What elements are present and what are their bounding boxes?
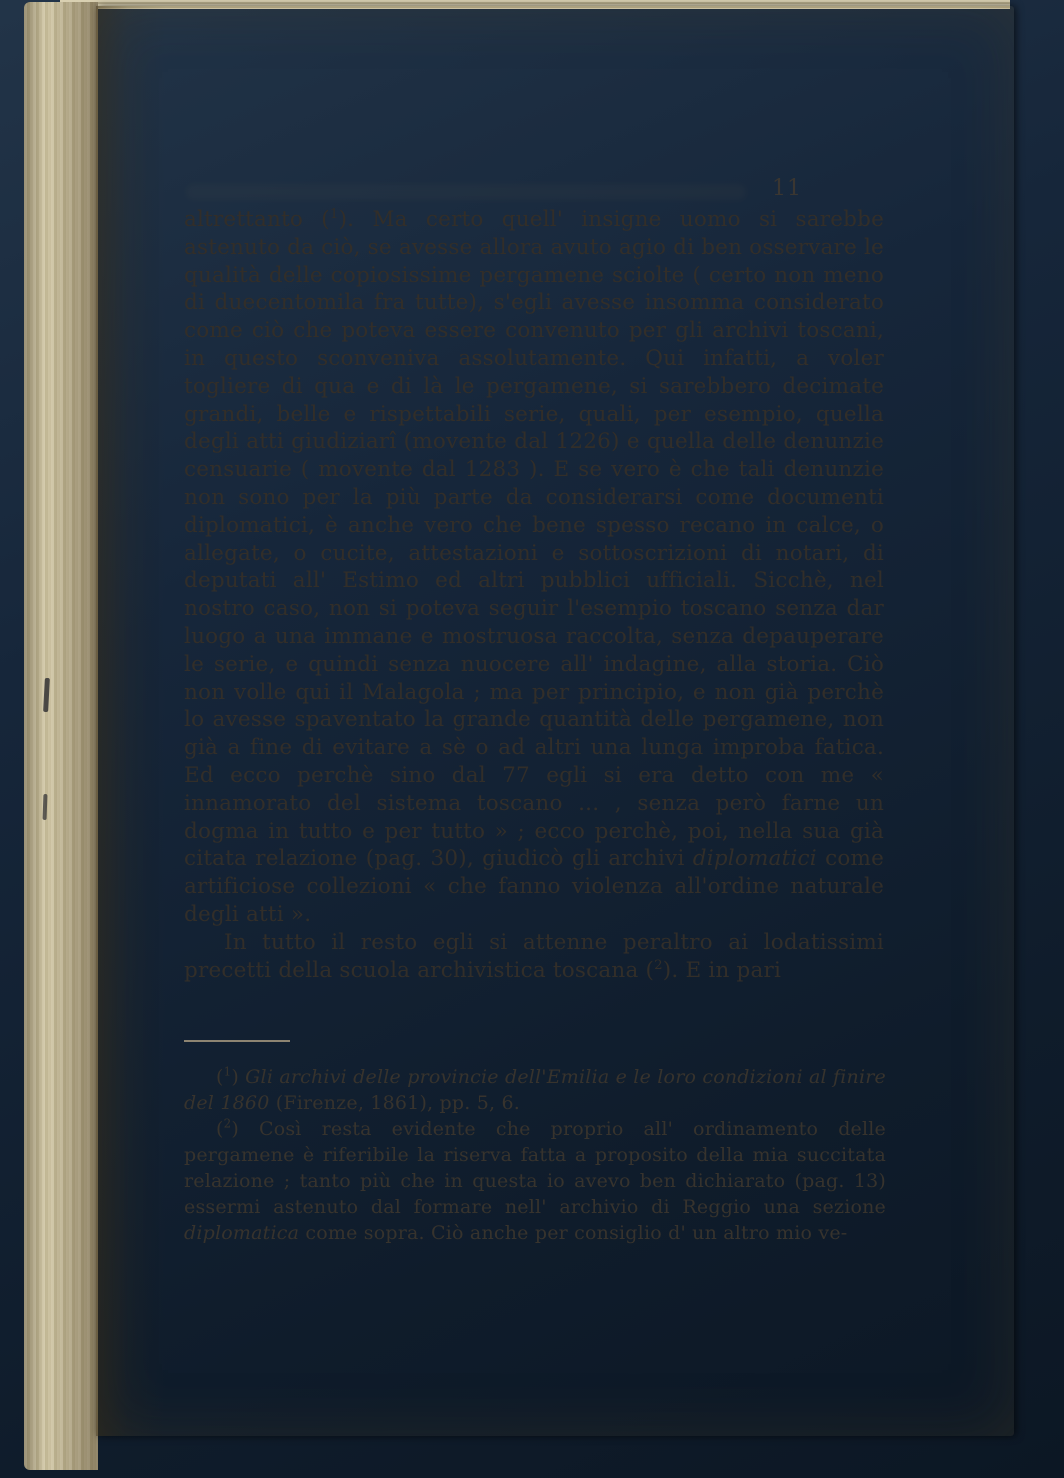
paragraph (184, 1116, 886, 1246)
text-segment: ) Così resta evidente che proprio all' ordinamento delle pergamene è riferibile la riserva fatta a proposito della mia succitata relazione ; tanto più che in questa io avevo ben dichiarato (pag. 13) essermi astenuto dal formare nell' archivio di Reggio una sezione (184, 1118, 886, 1218)
text-segment: ). Ma certo quell' insigne uomo si sarebbe astenuto da ciò, se avesse allora avuto agio di ben osservare le qualità delle copiosissime pergamene sciolte ( certo non meno di duecentomila fra tutte), s'egli avesse insomma considerato come ciò che poteva essere convenuto per gli archivi toscani, in questo sconveniva assolutamente. Qui infatti, a voler togliere di qua e di là le pergamene, si sarebbero decimate grandi, belle e rispettabili serie, quali, per esempio, quella degli atti giudiziarî (movente dal 1226) e quella delle denunzie censuarie ( movente dal 1283 ). E se vero è che tali denunzie non sono per la più parte da considerarsi come documenti diplomatici, è anche vero che bene spesso recano in calce, o allegate, o cucite, attestazioni e sottoscrizioni di notari, di deputati all' Estimo ed altri pubblici ufficiali. Sicchè, nel nostro caso, non si poteva seguir l'esempio toscano senza dar luogo a una immane e mostruosa raccolta, senza depauperare le serie, e quindi senza nuocere all' indagine, alla storia. Ciò non volle qui il Malagola ; ma per principio, e non già perchè lo avesse spaventato la grande quantità delle pergamene, non già a fine di evitare a sè o ad altri una lunga improba fatica. Ed ecco perchè sino dal 77 egli si era detto con me « innamorato del sistema toscano ... , senza però farne un dogma in tutto e per tutto » ; ecco perchè, poi, nella sua già citata relazione (pag. 30), giudicò gli archivi (184, 207, 884, 872)
text-segment: Gli archivi delle provincie dell'Emilia e le loro condizioni al finire del 1860 (184, 1066, 886, 1114)
footnote-separator (184, 1040, 290, 1042)
text-segment: ) (231, 1066, 246, 1088)
text-segment: diplomatica (184, 1222, 300, 1244)
ink-bleedthrough (186, 184, 746, 200)
text-segment: diplomatici (692, 846, 817, 872)
text-segment: ). E in pari (662, 957, 782, 983)
text-segment: 2 (223, 1116, 232, 1131)
text-segment: ( (216, 1118, 224, 1140)
paragraph (184, 1064, 886, 1116)
text-segment: 1 (223, 1064, 232, 1079)
text-segment: altrettanto ( (184, 207, 330, 232)
text-segment: (Firenze, 1861), pp. 5, 6. (269, 1092, 521, 1114)
paragraph (184, 206, 884, 929)
footnotes (184, 1064, 886, 1246)
text-segment: come sopra. Ciò anche per consiglio d' un altro mio ve- (299, 1222, 848, 1244)
main-text (184, 206, 884, 984)
paragraph (184, 929, 884, 985)
text-segment: 1 (329, 206, 339, 222)
text-segment: In tutto il resto egli si attenne peraltro ai lodatissimi precetti della scuola archivistica toscana ( (184, 929, 884, 983)
book-page (96, 6, 1014, 1436)
text-segment: ( (216, 1066, 224, 1088)
gutter-shadow (96, 6, 166, 1436)
text-segment: 2 (654, 957, 663, 973)
book-page-edges-left (24, 2, 98, 1470)
text-segment: come artificiose collezioni « che fanno violenza all'ordine naturale degli atti ». (184, 846, 884, 927)
page-number: 11 (772, 176, 802, 201)
